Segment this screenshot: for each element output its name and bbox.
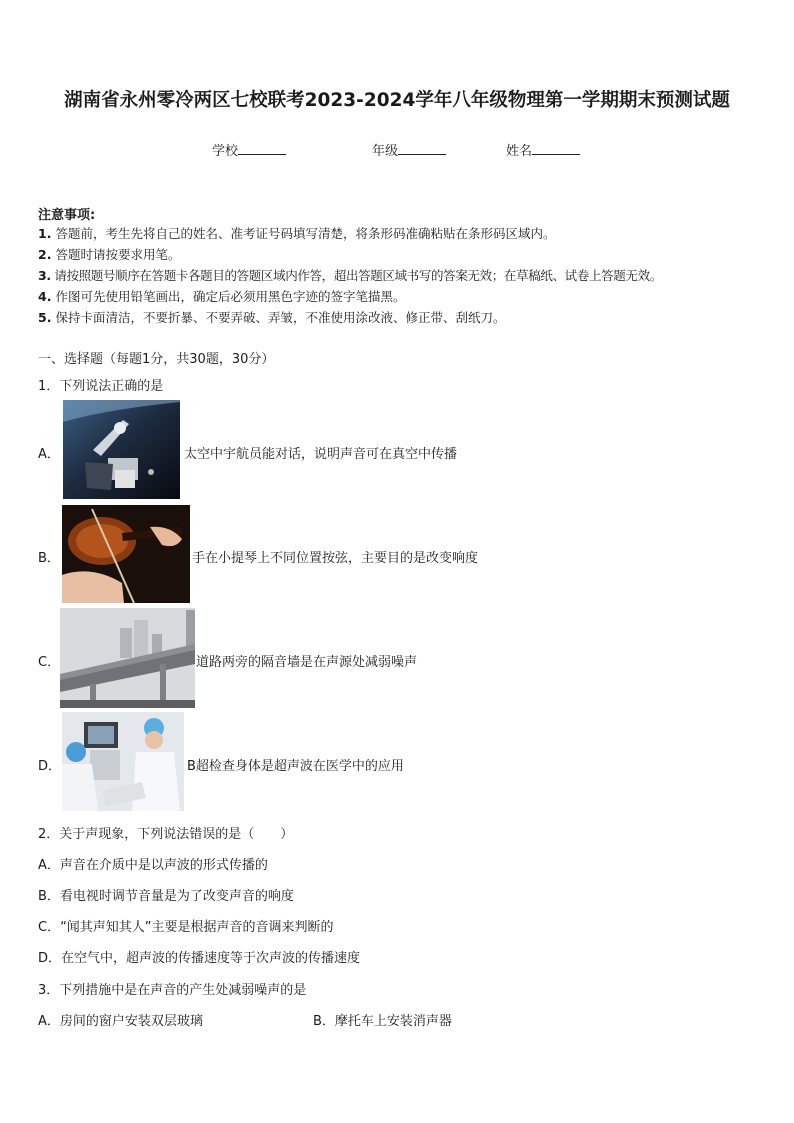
note-item <box>38 266 662 284</box>
note-item <box>38 287 405 305</box>
note-item <box>38 224 555 242</box>
exam-title: 湖南省永州零冷两区七校联考2023-2024学年八年级物理第一学期期末预测试题 <box>64 90 730 111</box>
question-3-stem: 3．下列措施中是在声音的产生处减弱噪声的是 <box>38 983 307 998</box>
note-number: 4. <box>38 289 52 304</box>
section-heading: 一、选择题（每题1分，共30题，30分） <box>38 352 275 367</box>
option-text: D．在空气中，超声波的传播速度等于次声波的传播速度 <box>38 951 361 966</box>
name-field <box>506 140 580 159</box>
astronaut-space-image <box>63 400 180 499</box>
option-letter: D． <box>38 759 62 774</box>
note-number: 2. <box>38 247 52 262</box>
option-letter: C． <box>38 655 61 670</box>
option-letter: B． <box>38 551 60 566</box>
question-2-stem: 2．关于声现象，下列说法错误的是（ ） <box>38 827 294 842</box>
option-text: 手在小提琴上不同位置按弦，主要目的是改变响度 <box>192 551 479 566</box>
note-text: 保持卡面清洁，不要折暴、不要弄破、弄皱，不准使用涂改液、修正带、刮纸刀。 <box>55 310 506 325</box>
grade-blank <box>398 142 446 155</box>
name-label: 姓名 <box>506 144 533 159</box>
option-text: B．摩托车上安装消声器 <box>313 1014 452 1029</box>
name-blank <box>532 142 580 155</box>
sound-barrier-road-image <box>60 608 195 708</box>
option-text: 道路两旁的隔音墙是在声源处减弱噪声 <box>196 655 418 670</box>
note-item <box>38 245 180 263</box>
school-blank <box>238 142 286 155</box>
grade-label: 年级 <box>372 144 399 159</box>
note-number: 1. <box>38 226 52 241</box>
school-field <box>212 140 286 159</box>
question-1-stem: 1．下列说法正确的是 <box>38 379 164 394</box>
violin-image <box>62 505 190 603</box>
school-label: 学校 <box>212 144 239 159</box>
option-text: A．声音在介质中是以声波的形式传播的 <box>38 858 268 873</box>
ultrasound-exam-image <box>62 712 184 811</box>
note-number: 5. <box>38 310 52 325</box>
option-text: B．看电视时调节音量是为了改变声音的响度 <box>38 889 294 904</box>
note-text: 答题时请按要求用笔。 <box>55 247 181 262</box>
note-number: 3. <box>38 268 51 283</box>
option-text: 太空中宇航员能对话，说明声音可在真空中传播 <box>184 447 458 462</box>
option-text: C．“闻其声知其人”主要是根据声音的音调来判断的 <box>38 920 334 935</box>
note-text: 作图可先使用铅笔画出，确定后必须用黑色字迹的签字笔描黑。 <box>55 289 406 304</box>
grade-field <box>372 140 446 159</box>
note-text: 答题前，考生先将自己的姓名、准考证号码填写清楚，将条形码准确粘贴在条形码区域内。 <box>55 226 556 241</box>
notes-heading: 注意事项: <box>38 208 96 223</box>
option-text: A．房间的窗户安装双层玻璃 <box>38 1014 203 1029</box>
option-letter: A． <box>38 447 60 462</box>
note-item <box>38 308 505 326</box>
option-text: B超检查身体是超声波在医学中的应用 <box>187 759 404 774</box>
note-text: 请按照题号顺序在答题卡各题目的答题区域内作答，超出答题区域书写的答案无效；在草稿纸、试卷上答题无效。 <box>54 268 662 283</box>
